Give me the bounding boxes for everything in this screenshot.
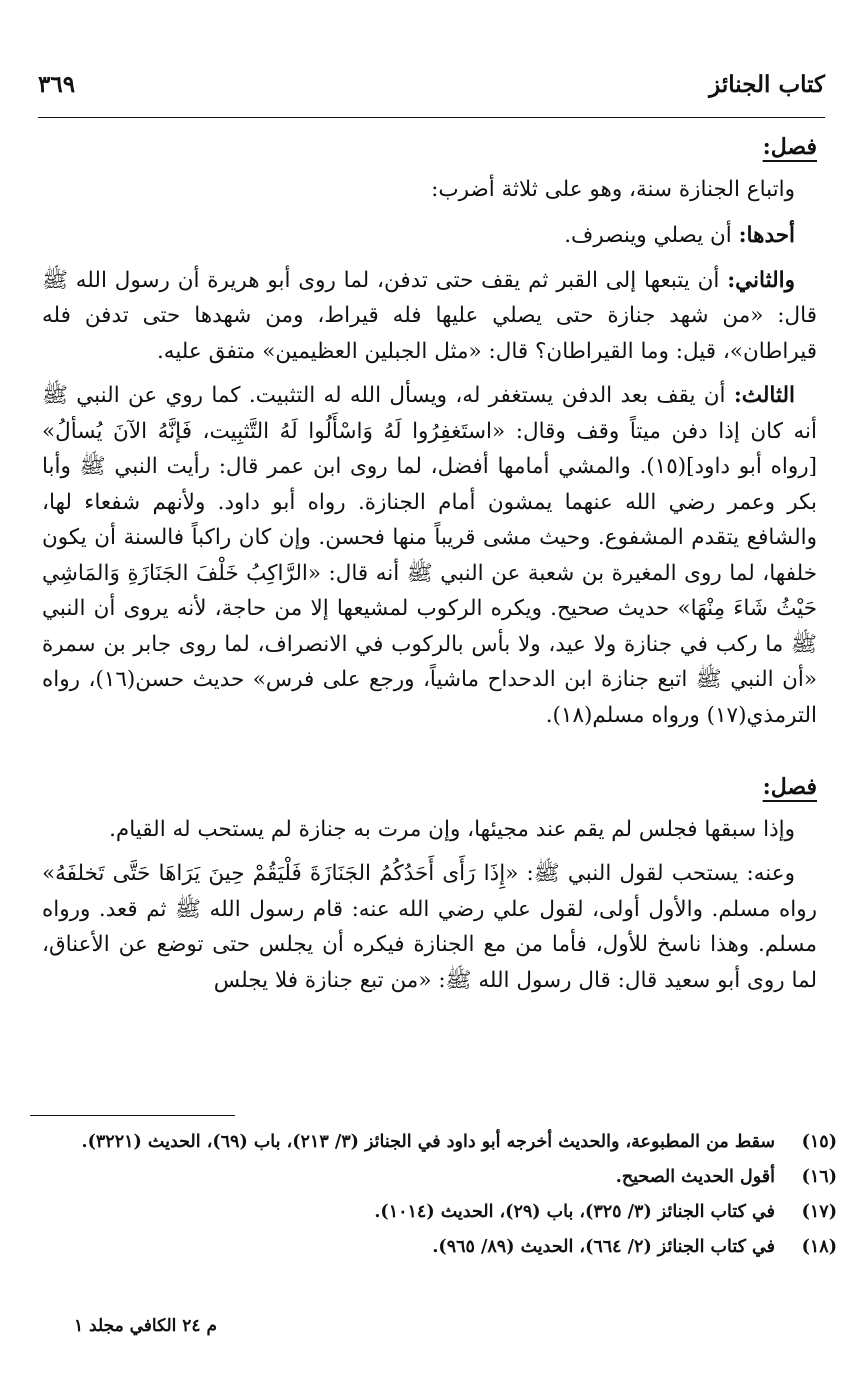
footnote bbox=[38, 1233, 837, 1262]
running-head bbox=[38, 62, 825, 98]
paragraph-text: أن يتبعها إلى القبر ثم يقف حتى تدفن، لما روى أبو هريرة أن رسول الله ﷺ قال: «من شهد جنازة حتى يصلي عليها فله قيراط، ومن شهدها حتى تدفن فله قيراطان»، قيل: وما القيراطان؟ قال: «مثل الجبلين العظيمين» متفق عليه. bbox=[42, 267, 817, 364]
footnote-number: (١٥) bbox=[801, 1132, 837, 1152]
footnote-text: سقط من المطبوعة، والحديث أخرجه أبو داود في الجنائز (٣/ ٢١٣)، باب (٦٩)، الحديث (٣٢٢١). bbox=[81, 1132, 775, 1152]
section-intro-1: واتباع الجنازة سنة، وهو على ثلاثة أضرب: bbox=[431, 176, 795, 202]
paragraph-label: والثاني: bbox=[727, 267, 795, 293]
paragraph-section2: وعنه: يستحب لقول النبي ﷺ: «إِذَا رَأَى أَحَدُكُمُ الجَنَازَةَ فَلْيَقُمْ حِينَ يَرَاهَا حَتَّى تَخلفَهُ» رواه مسلم. والأول أولى، لقول علي رضي الله عنه: قام رسول الله ﷺ ثم قعد. ورواه مسلم. وهذا ناسخ للأول، فأما من مع الجنازة فيكره أن يجلس حتى توضع عن الأعناق، لما روى أبو سعيد قال: قال رسول الله ﷺ: «من تبع جنازة فلا يجلس bbox=[42, 861, 817, 993]
paragraph-text: أن يقف بعد الدفن يستغفر له، ويسأل الله له التثبيت. كما روي عن النبي ﷺ أنه كان إذا دفن ميتاً وقف وقال: «استَغفِرُوا لَهُ وَاسْأَلُوا لَهُ التَّثبِيت، فَإنَّهُ الآنَ يُسألُ» [رواه أبو داود](١٥). والمشي أمامها أفضل، لما روى ابن عمر قال: رأيت النبي ﷺ وأبا بكر وعمر رضي الله عنهما يمشون أمام الجنازة. رواه أبو داود. ولأنهم شفعاء لها، والشافع يتقدم المشفوع. وحيث مشى قريباً منها فحسن. وإن كان راكباً فالسنة أن يكون خلفها، لما روى المغيرة بن شعبة عن النبي ﷺ أنه قال: «الرَّاكِبُ خَلْفَ الجَنَازَةِ وَالمَاشِي حَيْثُ شَاءَ مِنْهَا» حديث صحيح. ويكره الركوب لمشيعها إلا من حاجة، لأنه يروى أن النبي ﷺ ما ركب في جنازة ولا عيد، ولا بأس بالركوب في الانصراف، لما روى جابر بن سمرة «أن النبي ﷺ اتبع جنازة ابن الدحداح ماشياً، ورجع على فرس» حديث حسن(١٦)، رواه الترمذي(١٧) ورواه مسلم(١٨). bbox=[42, 383, 817, 728]
footnote-number: (١٦) bbox=[801, 1167, 837, 1187]
footnote-text: في كتاب الجنائز (٢/ ٦٦٤)، الحديث (٨٩/ ٩٦٥). bbox=[432, 1237, 775, 1257]
paragraph-text: أن يصلي وينصرف. bbox=[564, 223, 739, 248]
footnote-text: في كتاب الجنائز (٣/ ٣٢٥)، باب (٢٩)، الحديث (١٠١٤). bbox=[374, 1202, 775, 1222]
section-heading-2: فصل: bbox=[762, 774, 817, 800]
page-number: ٣٦٩ bbox=[38, 71, 76, 98]
header-divider bbox=[38, 117, 825, 118]
footnote bbox=[38, 1128, 837, 1157]
chapter-title: كتاب الجنائز bbox=[709, 71, 825, 98]
footnote-text: أقول الحديث الصحيح. bbox=[615, 1167, 775, 1187]
printer-signature: م ٢٤ الكافي مجلد ١ bbox=[73, 1316, 217, 1336]
footnote-number: (١٨) bbox=[801, 1237, 837, 1257]
footnote bbox=[38, 1198, 837, 1227]
footnote bbox=[38, 1163, 837, 1192]
footnotes bbox=[38, 1128, 837, 1268]
footnote-divider bbox=[30, 1115, 235, 1116]
footnote-number: (١٧) bbox=[801, 1202, 837, 1222]
paragraph-second bbox=[42, 263, 817, 370]
section-gap bbox=[42, 742, 817, 770]
paragraph-label: الثالث: bbox=[733, 383, 795, 408]
paragraph-label: أحدها: bbox=[738, 223, 795, 248]
section-heading-1: فصل: bbox=[762, 134, 817, 160]
main-text bbox=[42, 130, 817, 1007]
paragraph-third bbox=[42, 378, 817, 733]
paragraph-first bbox=[42, 218, 817, 254]
section-intro-2: وإذا سبقها فجلس لم يقم عند مجيئها، وإن مرت به جنازة لم يستحب له القيام. bbox=[109, 816, 795, 842]
